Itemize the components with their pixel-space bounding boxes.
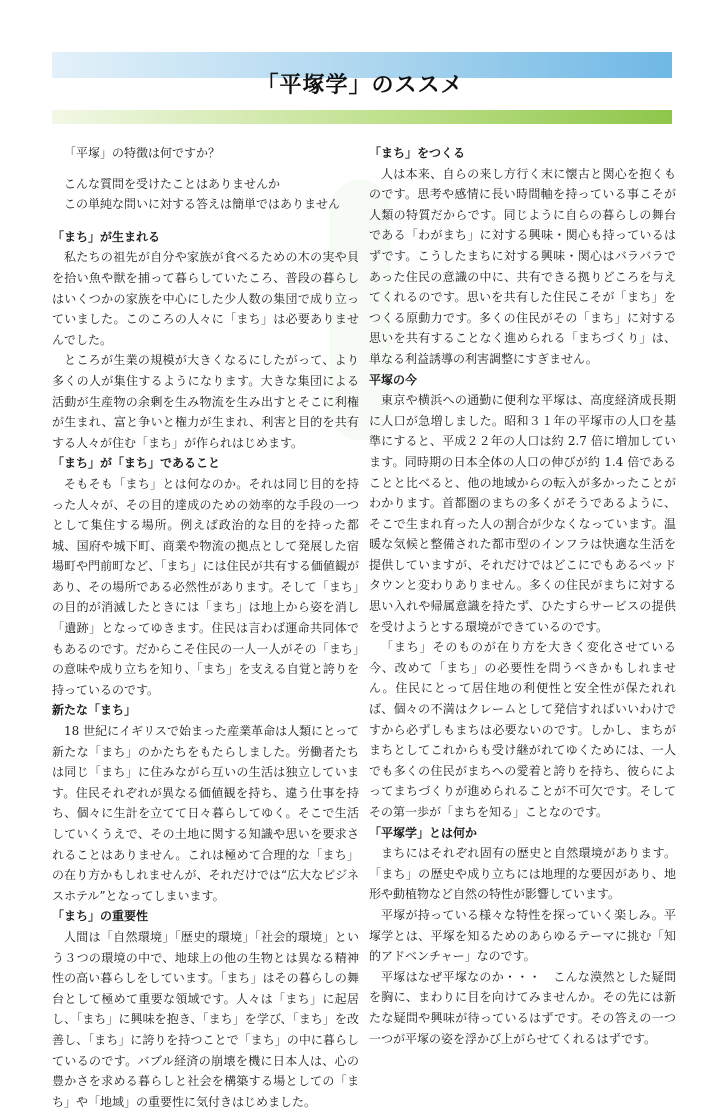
section-paragraph: 18 世紀にイギリスで始まった産業革命は人類にとって新たな「まち」のかたちをもたらしました。労働者たちは同じ「まち」に住みながら互いの生活は独立しています。住民それぞれが異なる価値観を持ち、違う仕事を持ち、個々に生計を立てて日々暮らしてゆく。そこで生活していくうえで、その土地に関する知識や思いを要求されることはありません。これは極めて合理的な「まち」の在り方かもしれませんが、それだけでは“広大なビジネスホテル”となってしまいます。 <box>52 724 359 903</box>
page-title: 「平塚学」のススメ <box>256 73 464 98</box>
header-band-green <box>52 110 672 124</box>
section-heading-making: 「まち」をつくる <box>369 146 466 160</box>
section-paragraph: 平塚が持っている様々な特性を探っていく楽しみ。平塚学とは、平塚を知るためのあらゆるテーマに挑む「知的アドベンチャー」なのです。 <box>369 907 676 964</box>
intro-spacer <box>52 215 359 227</box>
left-column <box>52 143 359 1112</box>
section-paragraph: そもそも「まち」とは何なのか。それは同じ目的を持った人々が、その目的達成のための効率的な手段の一つとして集住する場所。例えば政治的な目的を持った都城、国府や城下町、商業や物流の拠点として発展した宿場町や門前町など、「まち」には住民が共有する価値観があり、その場所である必然性があります。そして「まち」の目的が消滅したときには「まち」は地上から姿を消し「遺跡」となってゆきます。住民は言わば運命共同体でもあるのです。だからこそ住民の一人一人がその「まち」の意味や成り立ちを知り、「まち」を支える自覚と誇りを持っているのです。 <box>52 476 359 697</box>
section-paragraph: 「まち」そのものが在り方を大きく変化させている今、改めて「まち」の必要性を問うべきかもしれません。住民にとって居住地の利便性と安全性が保たれれば、個々の不満はクレームとして発信すればいいわけですから必ずしもまちは必要ないのです。しかし、まちがまちとしてこれからも受け継がれてゆくためには、一人でも多くの住民がまちへの愛着と誇りを持ち、彼らによってまちづくりが進められることが不可欠です。そしてその第一歩が「まちを知る」ことなのです。 <box>369 640 676 819</box>
section-heading-hiratsuka-studies: 「平塚学」とは何か <box>369 825 478 840</box>
section-heading-importance: 「まち」の重要性 <box>52 909 149 924</box>
intro-line-2: この単純な問いに対する答えは簡単ではありません <box>64 197 341 212</box>
section-paragraph: 人間は「自然環境」「歴史的環境」「社会的環境」という３つの環境の中で、地球上の他の生物とは異なる精神性の高い暮らしをしています。「まち」はその暮らしの舞台として極めて重要な領域です。人々は「まち」に起居し、「まち」に興味を抱き、「まち」を学び、「まち」を改善し、「まち」に誇りを持つことで「まち」の中に暮らしているのです。バブル経済の崩壊を機に日本人は、心の豊かさを求める暮らしと社会を構築する場としての「まち」や「地域」の重要性に気付きはじめました。 <box>52 929 359 1109</box>
section-heading-essence: 「まち」が「まち」であること <box>52 456 221 471</box>
intro-question: 「平塚」の特徴は何ですか？ <box>64 146 221 160</box>
section-heading-birth: 「まち」が生まれる <box>52 229 161 244</box>
section-paragraph: まちにはそれぞれ固有の歴史と自然環境があります。「まち」の歴史や成り立ちには地理的な要因があり、地形や動植物など自然の特性が影響しています。 <box>369 846 676 902</box>
section-paragraph: 東京や横浜への通勤に便利な平塚は、高度経済成長期に人口が急増しました。昭和３１年の平塚市の人口を基準にすると、平成２２年の人口は約 2.7 倍に増加しています。同時期の日本全体の人口の伸びが約 1.4 倍であることと比べると、他の地域からの転入が多かったことがわかります。首都圏のまちの多くがそうであるように、そこで生まれ育った人の割合が少なくなっています。温暖な気候と整備された都市型のインフラは快適な生活を提供していますが、それだけではどこにでもあるベッドタウンと変わりありません。多くの住民がまちに対する思い入れや帰属意識を持たず、ひたすらサービスの提供を受けようとする環境ができているのです。 <box>369 393 676 634</box>
section-paragraph: 私たちの祖先が自分や家族が食べるための木の実や貝を拾い魚や獣を捕って暮らしていたころ、普段の暮らしはいくつかの家族を中心にした少人数の集団で成り立っていました。このころの人々に「まち」は必要ありませんでした。 <box>52 250 359 347</box>
intro-line-1: こんな質問を受けたことはありませんか <box>64 176 281 191</box>
section-paragraph: 人は本来、自らの来し方行く末に懐古と関心を抱くものです。思考や感情に長い時間軸を持っている事こそが人類の特質だからです。同じように自らの暮らしの舞台である「わがまち」に対する興味・関心も持っているはずです。こうしたまちに対する興味・関心はバラバラであった住民の意識の中に、共有できる拠りどころを与えてくれるのです。思いを共有した住民こそが「まち」をつくる原動力です。多くの住民がその「まち」に対する思いを共有することなく進められる「まちづくり」は、単なる利益誘導の利害調整にすぎません。 <box>369 166 676 366</box>
section-heading-new: 新たな「まち」 <box>52 703 137 718</box>
section-heading-hiratsuka-now: 平塚の今 <box>369 372 418 387</box>
right-column <box>369 143 676 1049</box>
section-paragraph: ところが生業の規模が大きくなるにしたがって、より多くの人が集住するようになります。大きな集団による活動が生産物の余剰を生み物流を生み出すとそこに利権が生まれ、富と争いと権力が生まれ、利害と目的を共有する人々が住む「まち」が作られはじめます。 <box>52 353 359 450</box>
section-paragraph: 平塚はなぜ平塚なのか・・・ こんな漠然とした疑問を胸に、まわりに目を向けてみませんか。その先には新たな疑問や興味が待っているはずです。その答えの一つ一つが平塚の姿を浮かび上がらせてくれるはずです。 <box>369 969 676 1046</box>
